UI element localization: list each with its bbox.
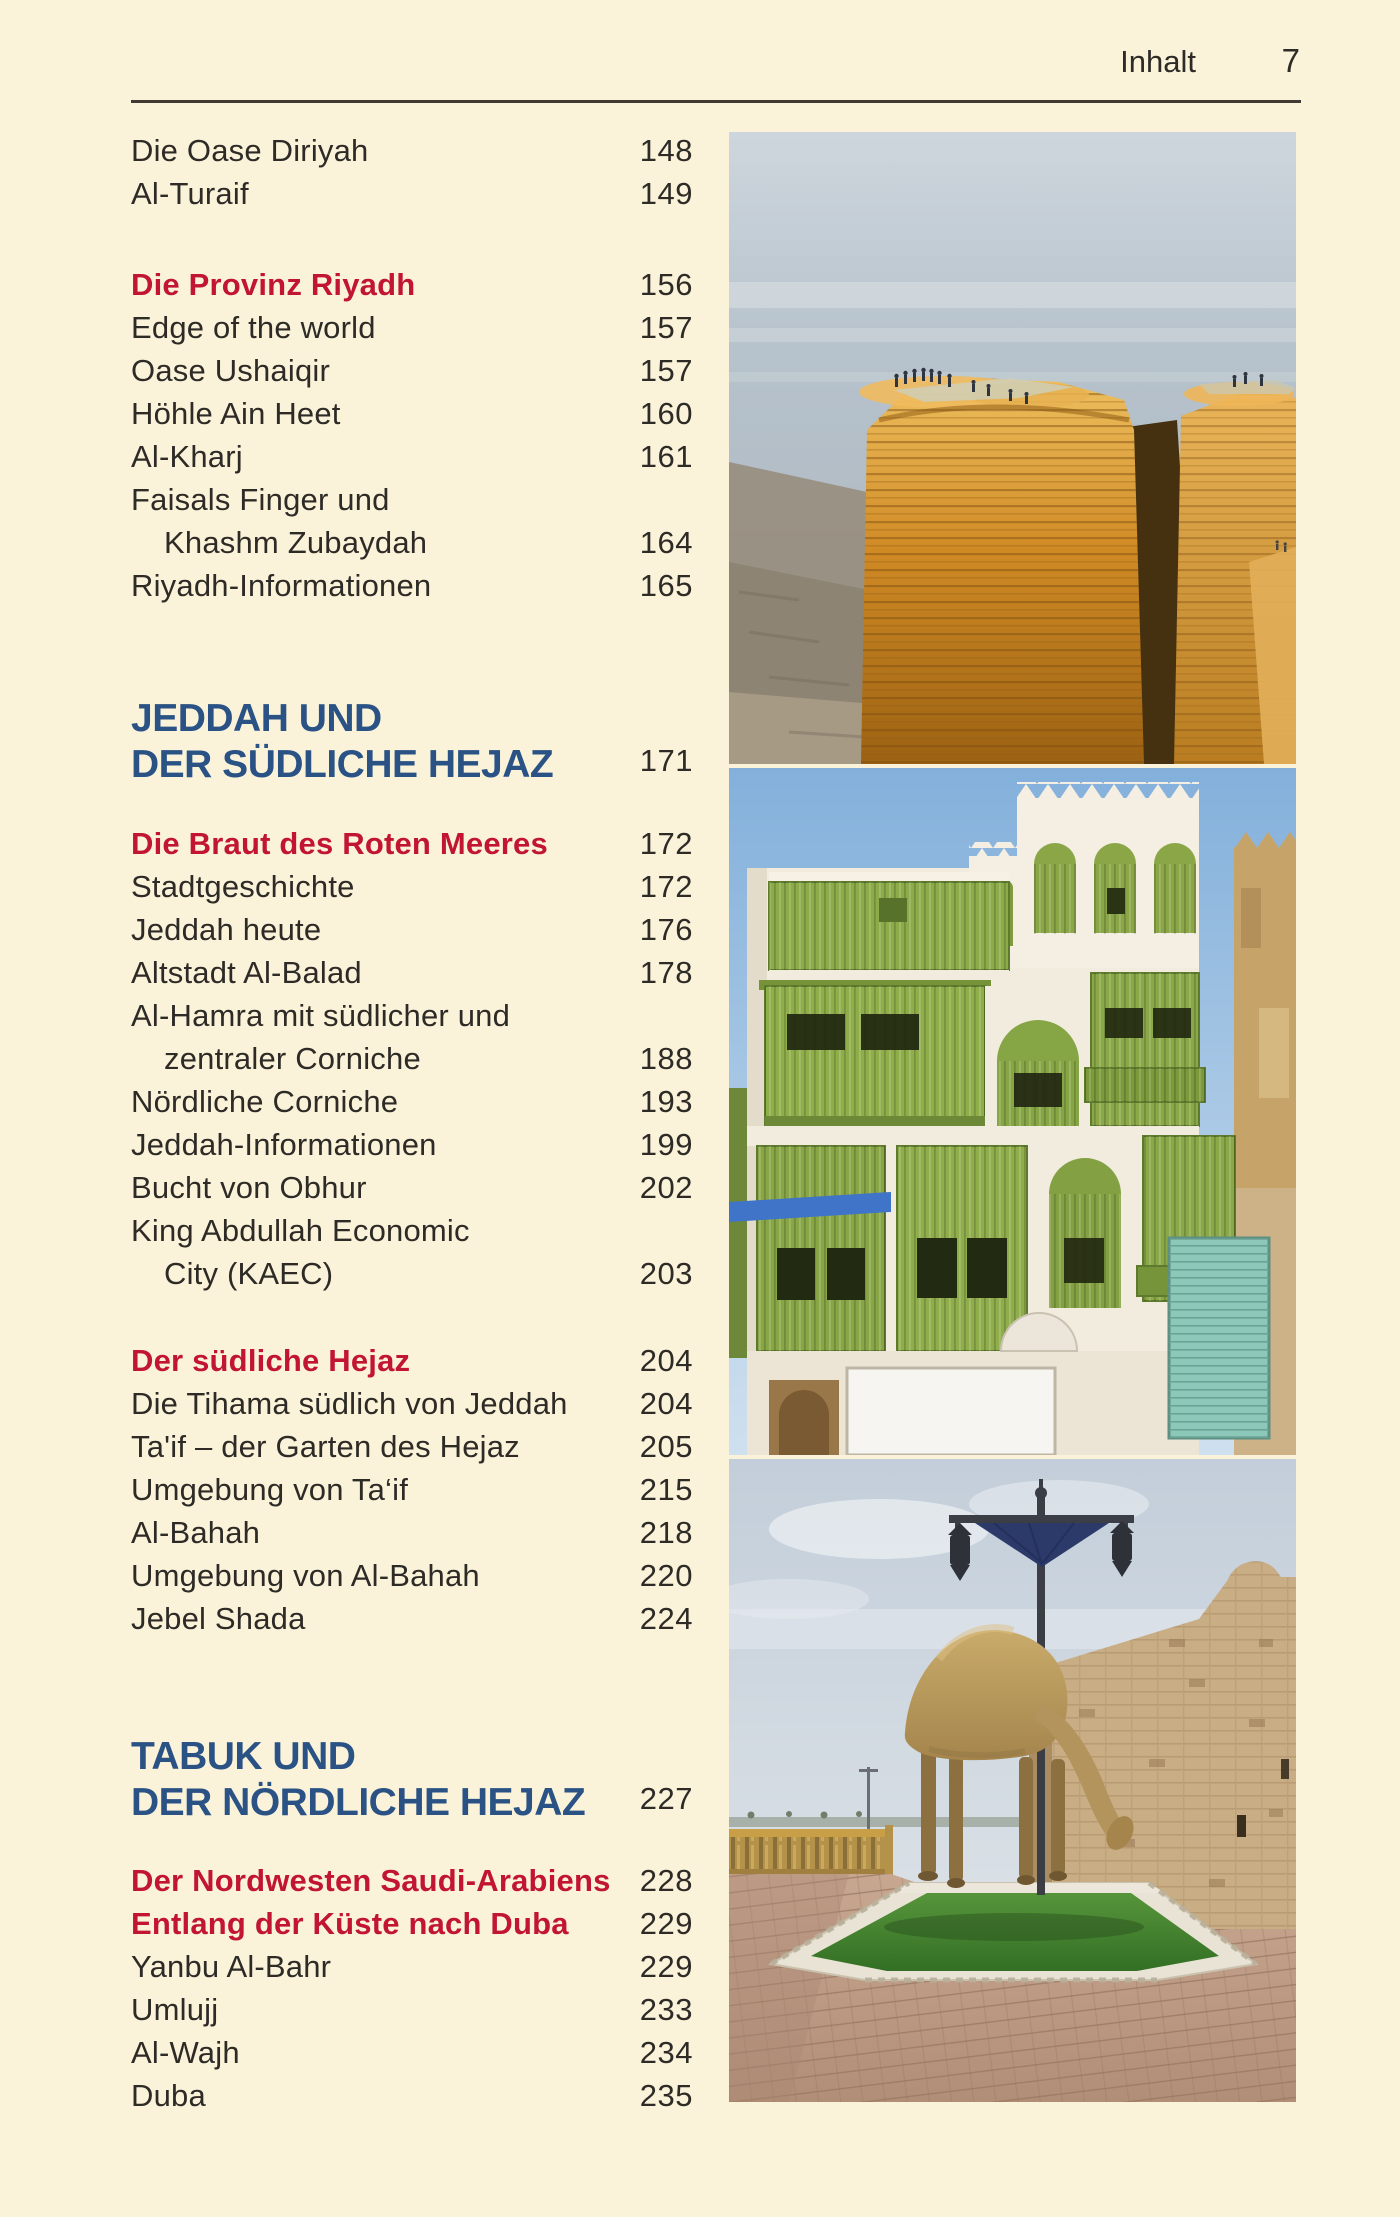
toc-row-label: City (KAEC) [164,1256,334,1291]
header-rule [131,100,1301,103]
header-title: Inhalt [1120,44,1196,79]
toc-row-label: TABUK UND [131,1735,356,1778]
camel-sculpture-photo [729,1459,1296,2102]
toc-row-label: DER SÜDLICHE HEJAZ [131,743,554,786]
toc-row [131,1992,693,2038]
edge-of-the-world-illustration [729,132,1296,764]
toc-row [131,1863,693,1909]
toc-row-label: Altstadt Al-Balad [131,955,362,990]
toc-row-label: Al-Turaif [131,176,249,211]
toc-row-label: Die Provinz Riyadh [131,267,416,302]
toc-row-label: Entlang der Küste nach Duba [131,1906,569,1941]
toc-row-label: Ta'if – der Garten des Hejaz [131,1429,520,1464]
toc-row-page-number: 202 [639,1170,693,1205]
toc-row-page-number: 172 [639,826,693,861]
toc-row-page-number: 149 [639,176,693,211]
toc-row-page-number: 199 [639,1127,693,1162]
toc-row-page-number: 164 [639,525,693,560]
toc-row-page-number: 157 [639,310,693,345]
toc-row-page-number: 229 [639,1906,693,1941]
toc-row [131,2035,693,2081]
toc-row-page-number: 193 [639,1084,693,1119]
toc-row [131,1429,693,1475]
toc-row-page-number: 160 [639,396,693,431]
toc-row-label: Umgebung von Ta‘if [131,1472,409,1507]
toc-row-label: Die Tihama südlich von Jeddah [131,1386,568,1421]
toc-row-page-number: 229 [639,1949,693,1984]
jeddah-green-building-photo [729,768,1296,1455]
toc-row [131,353,693,399]
toc-row [131,439,693,485]
toc-row-label: Riyadh-Informationen [131,568,432,603]
toc-row-label: Jebel Shada [131,1601,306,1636]
toc-row-label: Umgebung von Al-Bahah [131,1558,480,1593]
toc-row-page-number: 171 [639,743,693,778]
toc-row [131,826,693,872]
toc-row [131,176,693,222]
toc-row-page-number: 227 [639,1781,693,1816]
toc-row-page-number: 203 [639,1256,693,1291]
toc-row-label: Khashm Zubaydah [164,525,428,560]
toc-row-label: Bucht von Obhur [131,1170,367,1205]
toc-row-page-number: 161 [639,439,693,474]
toc-row-label: Nördliche Corniche [131,1084,399,1119]
toc-row-label: Al-Bahah [131,1515,261,1550]
toc-row-label: Yanbu Al-Bahr [131,1949,332,1984]
toc-row [131,1127,693,1173]
toc-row-page-number: 148 [639,133,693,168]
toc-row-page-number: 176 [639,912,693,947]
toc-row-label: Die Braut des Roten Meeres [131,826,548,861]
toc-row [131,1949,693,1995]
toc-row [131,1343,693,1389]
toc-row-page-number: 234 [639,2035,693,2070]
toc-row-label: King Abdullah Economic [131,1213,470,1248]
toc-row-label: Edge of the world [131,310,376,345]
toc-row-label: Jeddah-Informationen [131,1127,437,1162]
toc-row-page-number: 172 [639,869,693,904]
toc-row [131,1041,693,1087]
toc-row-page-number: 233 [639,1992,693,2027]
toc-row-label: Der Nordwesten Saudi-Arabiens [131,1863,611,1898]
toc-row-label: Faisals Finger und [131,482,390,517]
toc-row [131,1084,693,1130]
toc-row-page-number: 157 [639,353,693,388]
toc-row [131,1906,693,1952]
toc-row [131,1256,693,1302]
camel-sculpture-illustration [729,1459,1296,2102]
toc-row [131,525,693,571]
toc-row-label: zentraler Corniche [164,1041,421,1076]
toc-row-page-number: 204 [639,1343,693,1378]
toc-row-label: Die Oase Diriyah [131,133,369,168]
toc-row-label: Jeddah heute [131,912,322,947]
toc-row-page-number: 204 [639,1386,693,1421]
toc-row-page-number: 188 [639,1041,693,1076]
toc-row-label: JEDDAH UND [131,697,382,740]
toc-row [131,1386,693,1432]
toc-row-page-number: 224 [639,1601,693,1636]
toc-row [131,267,693,313]
toc-row-label: Umlujj [131,1992,219,2027]
toc-row-page-number: 178 [639,955,693,990]
toc-row [131,1170,693,1216]
toc-row-label: Al-Hamra mit südlicher und [131,998,511,1033]
toc-row [131,955,693,1001]
toc-row-label: Höhle Ain Heet [131,396,341,431]
toc-row-label: Al-Wajh [131,2035,240,2070]
toc-row [131,869,693,915]
toc-row-page-number: 156 [639,267,693,302]
toc-row-label: Der südliche Hejaz [131,1343,411,1378]
toc-row [131,1735,693,1781]
toc-row [131,1558,693,1604]
toc-row-page-number: 235 [639,2078,693,2113]
toc-row [131,998,693,1044]
toc-row-label: Al-Kharj [131,439,243,474]
toc-row-page-number: 218 [639,1515,693,1550]
toc-row [131,1515,693,1561]
toc-row [131,743,693,789]
toc-row-page-number: 215 [639,1472,693,1507]
toc-row [131,568,693,614]
toc-row [131,912,693,958]
page-number: 7 [1281,42,1300,79]
toc-row [131,133,693,179]
toc-row-page-number: 165 [639,568,693,603]
toc-row [131,310,693,356]
toc-row-label: Stadtgeschichte [131,869,355,904]
toc-row-page-number: 228 [639,1863,693,1898]
toc-row [131,1472,693,1518]
toc-row-page-number: 205 [639,1429,693,1464]
toc-row-label: DER NÖRDLICHE HEJAZ [131,1781,586,1824]
toc-row-label: Oase Ushaiqir [131,353,331,388]
toc-row [131,482,693,528]
toc-row [131,697,693,743]
toc-row [131,1213,693,1259]
toc-row [131,396,693,442]
toc-row-label: Duba [131,2078,206,2113]
toc-row-page-number: 220 [639,1558,693,1593]
edge-of-the-world-photo [729,132,1296,764]
toc-row [131,2078,693,2124]
toc-row [131,1601,693,1647]
arched-green-windows [1034,843,1196,934]
toc-row [131,1781,693,1827]
jeddah-building-illustration [729,768,1296,1455]
